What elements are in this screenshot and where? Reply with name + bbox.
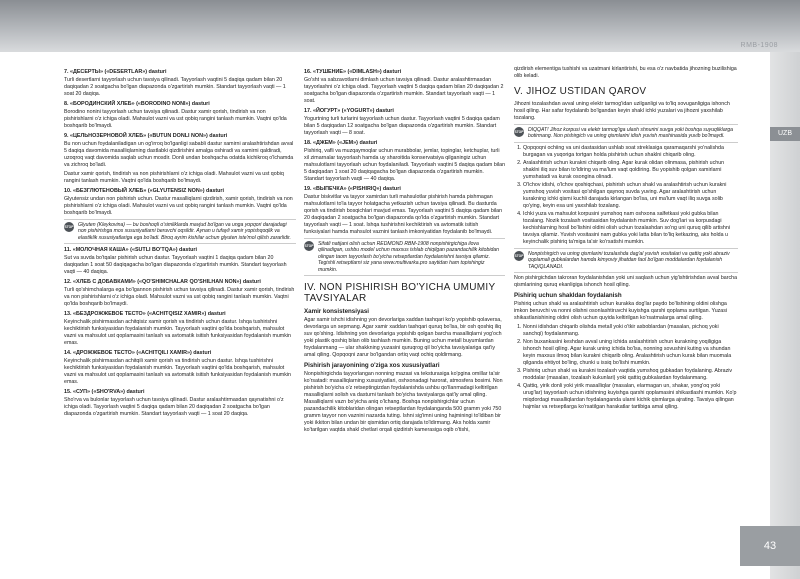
section-heading: 8. «БОРОДИНСКИЙ ХЛЕБ» («BORODINO NONI») dasturi [64, 101, 210, 107]
paragraph: Bu non uchun foydalaniladigan un og'irroq bo'lganligi sababli dastur xamirni aralashtirishdan avval 5 daqiqa davomida masalliqlarning dastlabki qizdirishini amalga oshiradi va xamirni qaldiradi, uzoqroq vaqt davomida saqlab uchun mosdir. Donli undan boshqacha odatda kichikroq o'lchamda va zichroq bo'ladi. [64, 141, 294, 168]
section-heading: 14. «ДРОЖЖЕВОЕ ТЕСТО» («ACHITQILI XAMIR») dasturi [64, 350, 212, 357]
column-right [514, 66, 738, 412]
subsection-heading: Pishirish jarayonining o'ziga xos xususiyatlari [304, 362, 440, 370]
chapter-title: V. JIHOZ USTIDAN QAROV [514, 86, 647, 97]
model-label: RMB-1908 [740, 42, 778, 49]
note-text: DIQQAT! Jihoz korpusi va elektr tarmog'iga ulash shnurini suvga yoki boshqa suyuqliklarga botirmang. Non pishirgich va uning qismlarini idish yuvish mashinasida yuvib bo'lmaydi. [528, 127, 734, 140]
note-block [514, 248, 738, 273]
note-text: Sifatli natijani olish uchun REDMOND RBM-1908 nonpishirgichiga ilova qilinadigan, ushbu model uchun maxsus ishlab chiqilgan pazandachilik kitobidan olingan taom tayyorlash bo'yicha retseptlardan foydalanishni tavsiya qilamiz. Tegishli retseptlarni siz yana www.multivarka.pro saytidan ham topishingiz mumkin. [318, 241, 499, 273]
note-block [64, 219, 296, 244]
section-heading: 12. «ХЛЕБ С ДОБАВКАМИ» («QO'SHIMCHALAR QO'SHILHAN NON») dasturi [64, 279, 261, 286]
subsection-heading: Xamir konsistensiyasi [304, 308, 370, 316]
section-heading: 13. «БЕЗДРОЖЖЕВОЕ ТЕСТО» («ACHITQISIZ XAMIR») dasturi [64, 311, 226, 318]
language-tab: UZB [770, 127, 800, 141]
list-item: 2. Non buxankasini keshdan avval uning ichida aralashtirish uchun kurakning yoqiligiga ishonch hosil qiling. Agar kurak uning ichida bo'lsa, nonning sovushini kuting va shundan keyin maxsus ilmoq bilan kurakni chiqarib oling. Aralashtirish uchun kurak bilan muomala qilganda ehtiyot bo'ling, chunki u issiq bo'lishi mumkin. [523, 339, 738, 367]
subsection-heading: Pishiriq uchun shakldan foydalanish [514, 292, 622, 300]
paragraph: Sut va suvda bo'tqalar pishirish uchun dastur. Tayyorlash vaqtini 1 daqiqa qadam bilan 20 daqiqadan 1 soat 50 daqiqagacha bo'lgan diapazonda o'zgartirish mumkin. Standart tayyorlash vaqti — 40 daqiqa. [64, 255, 287, 276]
section-heading: 18. «ДЖЕМ» («JEM») dasturi [304, 140, 378, 146]
section-heading: 10. «БЕЗГЛЮТЕНОВЫЙ ХЛЕБ» («GLYUTENSIZ NON») dasturi [64, 188, 225, 194]
paragraph: Non pishirgichdan takroran foydalanishdan yoki uni saqlash uchun yig'ishtirishdan avval barcha qismlarining quruq ekanligiga ishonch hosil qiling. [514, 275, 738, 289]
list-item: 4. Ichki yuza va mahsulot korpusini yumshoq nam oshxona salfetkasi yoki gubka bilan tozalang. Nozik tozalash vositasidan foydalanish mumkin. Suv dog'lari va korpusdagi kechishlarning hosil bo'lishini oldini olish uchun tozalashdan so'ng uni quruq qilib artishni tavsiya qilamiz. Yuvish vositasini nam gubka yoki latta bilan to'liq ketkazing, aks holda u keyinchalik pishiriq ta'miga ta'sir ko'rsatishi mumkin. [523, 211, 738, 246]
list-item: 2. Aralashtirish uchun kurakni chiqarib oling. Agar kurak olidan olinmasa, pishirish uchun shaklni iliq suv bilan to'ldiring va ma'lum vaqt qoldiring. Bu yopishib qolgan xamirlarni yumshatadi va kurak osongina olinadi. [523, 160, 738, 181]
paragraph: Go'sht va sabzavotlarni dimlash uchun tavsiya qilinadi. Dastur aralashtirmasdan tayyorlashni o'z ichiga oladi. Tayyorlash vaqtini 5 daqiqa qadam bilan 20 daqiqadan 2 soatgacha bo'lgan diapazonda o'zgartirish mumkin. Standart tayyorlash vaqti — 1 soat. [304, 77, 504, 104]
section-heading: 9. «ЦЕЛЬНОЗЕРНОВОЙ ХЛЕБ» («BUTUN DONLI NON») dasturi [64, 133, 228, 139]
page-number: 43 [740, 526, 800, 566]
paragraph: Nonpishirgichda tayyorlangan nonning mazasi va teksturasiga ko'pgina omillar ta'sir ko'rsatadi: masalliqlarning xususiyatlari, oshxonadagi harorat, atmosfera bosimi. Non pishirish bo'yicha o'z retseptingizdan foydalanishda ushbu qo'llanmadagi keltirilgan masalliqlarni solish va dasturni tanlash bo'yicha tavsiyalarga qat'iy amal qiling. Masalliqlarni vazn bo'yicha aniq o'lchang. Boshqa nonpishirgichlar uchun pazandachilik kitoblaridan olingan retseptlardan foydalanganda 500 gramm yoki 750 gramm tayyor non vaznini nazarda tuting. Ishni sig'imni uning hajminingi to'ldiban bir yoki ikkiton bilan undan bir qismidan ortiq darajada to'ldirmang. Aks holda xamir ko'tarilgan vaqtda shakl chetlari orqali qizdirish kamerasiga oqib o'tishi, [304, 371, 503, 434]
column-middle [304, 66, 505, 436]
note-text: Nonpishirgich va uning qismlarini tozalashda dag'al yuvish vositalari va qattiq yoki abraziv qoplamali gubkalardan hamda kimyoviy jihatdan faol bo'lgan moddalardan foydalanish TAQIQLANADI. [528, 250, 730, 270]
section-heading: 17. «ЙОГУРТ» («YOGURT») dasturi [304, 108, 394, 114]
header-bar [0, 0, 800, 52]
paragraph: Dastur xamir qorish, tindirish va non pishirishlarni o'z ichiga oladi. Mahsulot vazni va ust qobiq rangini tanlash mumkin. Vaqtni qo'lda boshqarib bo'lmaydi. [64, 171, 284, 184]
stop-icon: STOP [304, 241, 314, 251]
paragraph: Dastur biskvitlar va tayyor xamirdan turli mahsulotlar pishirish hamda pishmagan mahsulotlarni to'la tayyor holatgacha yetkazish uchun tavsiya qilinadi. Bu dasturda qorish va tindirish bosqichlari mavjud emas. Tayyorlash vaqtini 5 daqiqa qadam bilan 20 daqiqadan 2 soatgacha bo'lgan diapazonda qo'lda o'zgartirish mumkin. Standart tayyorlash vaqti — 1 soat. Ishqa tushirishni kechiktirish va avtomatik isitish funksiyalari hamda mahsulot vaznini tanlash imkoniyatidan foydalanib bo'lmaydi. [304, 194, 503, 235]
paragraph: Sho'rva va bulonlar tayyorlash uchun tavsiya qilinadi. Dastur aralashtirmasdan qaynatishni o'z ichiga oladi. Tayyorlash vaqtini 5 daqiqa qadam bilan 20 daqiqadan 2 soatgacha bo'lgan diapazonda o'zgartirish mumkin. Standart tayyorlash vaqti — 1 soat 20 daqiqa. [64, 397, 284, 418]
list-item: 3. Pishiriq uchun shakl va kurakni tozalash vaqtida yumshoq gubkadan foydalaning. Abraziv moddalar (masalan, tozalash kukunlari) yoki qattiq gubkalardan foydalanmang. [523, 368, 738, 382]
paragraph: Yogurtning turli turlarini tayyorlash uchun dastur. Tayyorlash vaqtini 5 daqiqa qadam bilan 5 daqiqadan 12 soatgacha bo'lgan diapazonda o'zgartirish mumkin. Standart tayyorlash vaqti — 8 soat. [304, 116, 500, 136]
list-item: 1. Nonni idishdan chiqarib olishda metall yoki o'tkir asboblardan (masalan, pichoq yoki sanchqi) foydalanmang. [523, 324, 738, 338]
paragraph: Turli qo'shimchalarga ega bo'lgannon pishirish uchun tavsiya qilinadi. Dastur xamir qorish, tindirish va non pishirishlarni o'z ichiga oladi. Mahsulot vazni va ust qobiq rangini tanlash mumkin. Vaqtni qo'lda boshqarib bo'lmaydi. [64, 287, 295, 308]
paragraph: qizdirish elementiga tushishi va uzatmani kirlantirishi, bu esa o'z navbatida jihozning buzilishiga olib keladi. [514, 66, 737, 79]
paragraph: Borodino nonini tayyorlash uchun tavsiya qilinadi. Dastur xamir qorish, tindirish va non pishirishlarni o'z ichiga oladi. Mahsulot vazni va ust qobiq rangini tanlash mumkin. Vaqtni qo'lda boshqarib bo'lmaydi. [64, 109, 287, 129]
list-item: 3. O'lchov idishi, o'lchov qoshiqchasi, pishirish uchun shakl va aralashtirish uchun kurakni yumshoq yuvish vositasi qo'shilgan qaynoq suvda yuving. Agar aralashtirish uchun kurakning ichki qismi kuchli darajada kirlangan bo'lsa, uni ma'lum vaqt iliq suvga solib qo'ying, keyin esa uni yaxshilab tozalang. [523, 182, 738, 210]
note-block [514, 124, 738, 143]
note-block [304, 238, 505, 276]
chapter-title: IV. NON PISHIRISH BO'YICHA UMUMIY TAVSIYALAR [304, 282, 496, 305]
numbered-list [514, 324, 738, 411]
section-heading: 7. «ДЕСЕРТЫ» («DESERTLAR») dasturi [64, 69, 167, 75]
stop-icon: STOP [514, 127, 524, 137]
paragraph: Keyinchalik pishirmasdan achitqili xamir qorish va tindirish uchun dastur. Ishqa tushirishni kechiktirish funksiyasidan foydalanish mumkin. Tayyorlash vaqtini qo'lda boshqarish, mahsulot vazni va mahsulot ust qoplamasini tanlash va avtomatik isitish funksiyasidan foydalanish mumkin emas. [64, 358, 291, 386]
section-heading: 15. «СУП» («SHO'RVA») dasturi [64, 389, 145, 396]
column-left [64, 66, 296, 420]
section-heading: 16. «ТУШЕНИЕ» («DIMLASH») dasturi [304, 69, 402, 75]
list-item: 1. Qopqoqni ochiing va uni dastasidan ushlab soat streklasiga qaramaqarshi yo'nalishda burgagan va yuqoriga tortgan holda pishirish uchun shaklni chiqarib oling. [523, 145, 738, 159]
numbered-list [514, 145, 738, 246]
paragraph: Pishiriq, vafli va muzqaymoqlar uchun murabbolar, jemlar, topinglar, ketchuplar, turli xil zimarnalar tayyorlash hamda uy sharoitida konservatsiya qilganingiz uchun mahsulotlarni tayyorlash uchun foydalaniladi. Tayyorlash vaqtini 5 daqiqa qadam bilan 5 daqiqadan 1 soat 20 daqiqagacha bo'lgan diapazonda o'zgartirish mumkin. Standart tayyorlash vaqti — 40 daqiqa. [304, 148, 506, 182]
section-heading: 11. «МОЛОЧНАЯ КАША» («SUTLI BO'TQA») dasturi [64, 247, 198, 254]
section-heading: 19. «ВЫПЕЧКА» («PISHIRIQ») dasturi [304, 186, 401, 192]
paragraph: Turli desertlarni tayyorlash uchun tavsiya qilinadi. Tayyorlash vaqtini 5 daqiqa qadam bilan 20 daqiqadan 2 soatgacha bo'lgan diapazonda o'zgartirish mumkin. Standart tayyorlash vaqti — 1 soat 20 daqiqa. [64, 77, 286, 97]
paragraph: Glyutensiz undan non pishirish uchun. Dastur masalliqlarni qizdirish, xamir qorish, tindirish va non pishirishlarni o'z ichiga oladi. Mahsulot vazni va ust qobiq rangini tanlash mumkin. Vaqtni qo'lda boshqarib bo'lmaydi. [64, 196, 293, 216]
paragraph: Keyinchalik pishirmasdan achitqisiz xamir qorish va tindirish uchun dastur. Ishqa tushirishni kechiktirish funksiyasidan foydalanish mumkin. Tayyorlash vaqtini qo'lda boshqarish, mahsulot vazni va mahsulot ust qoplamasini tanlash va avtomatik isitish funksiyasidan foydalanish mumkin emas. [64, 319, 291, 347]
stop-icon: STOP [64, 222, 74, 232]
stop-icon: STOP [514, 251, 524, 261]
paragraph: Jihozni tozalashdan avval uning elektr tarmog'idan uzilganligi va to'liq sovuganligiga ishonch hosil qiling. Har safar foydalanib bo'lgandan keyin shakl ichki yuzalari va jihozni yaxshilab tozalang. [514, 101, 730, 121]
list-item: 4. Qattiq, yirik donli yoki yirik masalliqlar (masalan, elarmagan un, shakar, yong'oq yoki urug'lar) tayyorlash uchun idishning kuyishga qarshi qoplamasini shikastlashi mumkin. Ko'p miqdordagi masalliqlardan foydalanganda ularni kichik qismlarga ajrating. Tavsiya qilingan hajmlar va retseptlarga ko'rsatilgan harakatlar tartibiga amal qiling. [523, 383, 738, 411]
paragraph: Agar xamir ishchi idishning yon devorlariga xaddan tashqari ko'p yopishib qolaversa, devorlarga un sepmang. Agar xamir xaddan tashqari quruq bo'lsa, bir osh qoshiq iliq suv qo'shing. Idishning yon devorlariga yopishib qolgan barcha masalliqlarni yog'och yoki plastik qoshiq bilan olib tashlash mumkin. Buning uchun metall buyumlardan foydalanmang — ular shakkning yuzasini quruqrog qil bo'yicha tavsiyalariga qat'iy amal qiling. Qopqoqni zarur bo'lgandan ortiq vaqt ochiq qoldirmang. [304, 317, 502, 359]
note-text: Glyuten (Kleykovina) — bu boshoqli o'simliklarda mavjud bo'lgan va unga yopqori darajadagi non pishirishga mos xususiyatlarni beruvchi oqsildir. Aynan u tufayli xamir yopishqoqlik va elastiklik xususiyatlariga ega bo'ladi. Biroq ayrim kishilar uchun glyuten iste'mol qilish zararlidir. [78, 222, 291, 241]
paragraph: Pishiriq uchun shakl va aralashtirish uchun kurakka dog'lar paydo bo'lishining oldini olishga imkon beruvchi va nonni olishni osonlashtiruvchi kuyishga qarshi qoplama surtilgan. Yuzasi shikastlanishining oldini olish uchun quyida keltirilgan ko'rsatmalarga amal qiling. [514, 301, 728, 322]
